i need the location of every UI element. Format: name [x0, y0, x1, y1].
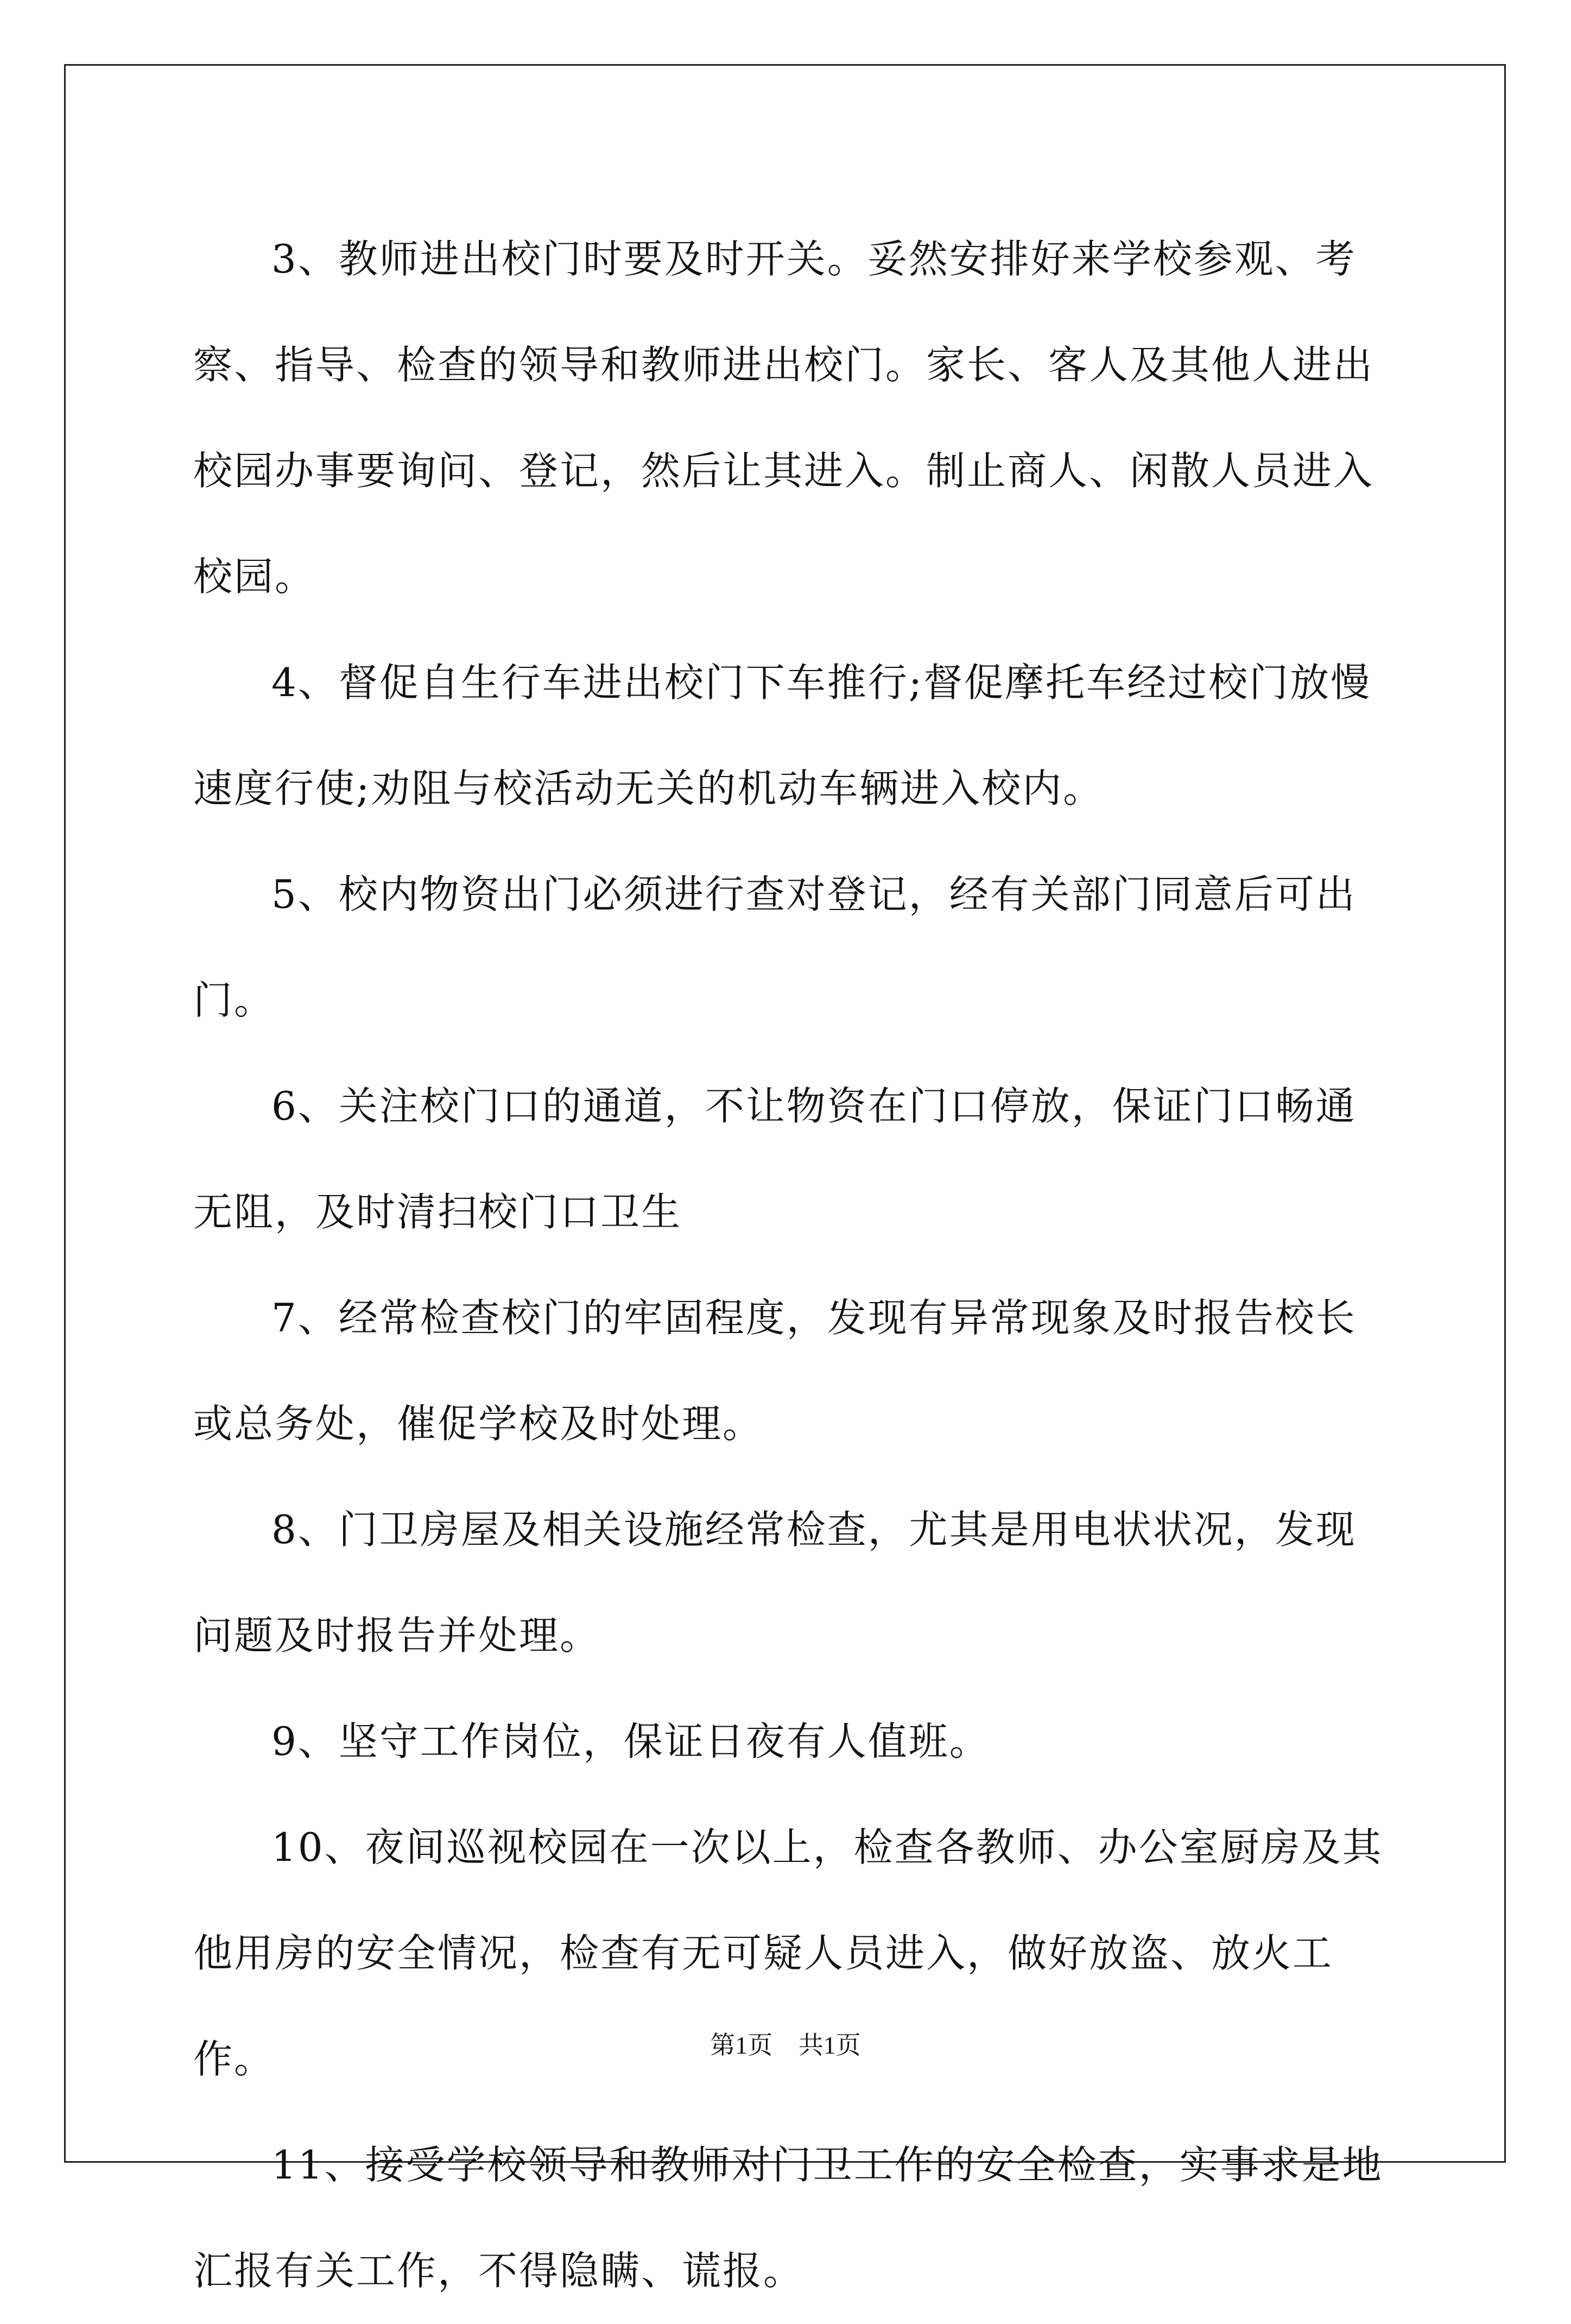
paragraph-item-7: 7、经常检查校门的牢固程度，发现有异常现象及时报告校长或总务处，催促学校及时处理。	[193, 1295, 1357, 1447]
paragraph-item-9: 9、坚守工作岗位，保证日夜有人值班。	[271, 1719, 990, 1764]
page-footer	[0, 2025, 1571, 2061]
paragraph-item-11: 11、接受学校领导和教师对门卫工作的安全检查，实事求是地汇报有关工作，不得隐瞒、谎报。	[193, 2142, 1383, 2294]
page-total: 共1页	[798, 2031, 861, 2059]
paragraph-item-8: 8、门卫房屋及相关设施经常检查，尤其是用电状状况，发现问题及时报告并处理。	[193, 1507, 1357, 1658]
paragraph-item-4: 4、督促自生行车进出校门下车推行;督促摩托车经过校门放慢速度行使;劝阻与校活动无关的机动车辆进入校内。	[193, 660, 1372, 811]
page-number: 第1页	[710, 2031, 773, 2059]
document-body	[193, 206, 1388, 2324]
paragraph-item-6: 6、关注校门口的通道，不让物资在门口停放，保证门口畅通无阻，及时清扫校门口卫生	[193, 1083, 1357, 1235]
paragraph-item-10: 10、夜间巡视校园在一次以上，检查各教师、办公室厨房及其他用房的安全情况，检查有无可疑人员进入，做好放盗、放火工作。	[193, 1824, 1383, 2082]
paragraph-item-3: 3、教师进出校门时要及时开关。妥然安排好来学校参观、考察、指导、检查的领导和教师进出校门。家长、客人及其他人进出校园办事要询问、登记，然后让其进入。制止商人、闲散人员进入校园。	[193, 236, 1374, 599]
paragraph-item-5: 5、校内物资出门必须进行查对登记，经有关部门同意后可出门。	[193, 871, 1357, 1023]
